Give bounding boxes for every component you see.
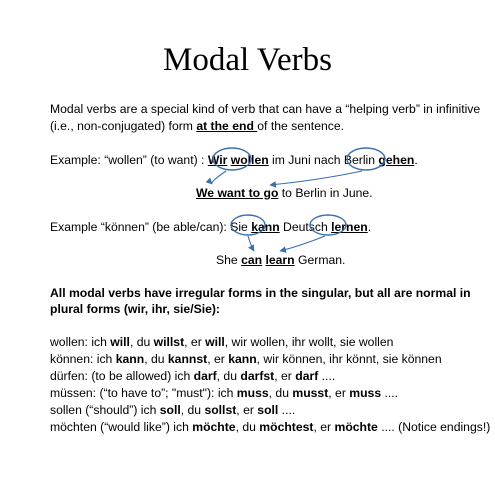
conjugation-text: müssen: (“to have to”; "must"): ich: [50, 386, 237, 400]
conjugated-form: darf: [295, 369, 319, 383]
conjugation-text: können: ich: [50, 352, 116, 366]
translation-rest: German.: [294, 253, 346, 267]
conjugated-form: musst: [292, 386, 329, 400]
translation-rest: to Berlin in June.: [278, 186, 373, 200]
word-want: want: [214, 186, 249, 200]
circle-lernen: [310, 215, 346, 235]
conjugation-text: , du: [268, 386, 293, 400]
conjugation-text: .... (Notice endings!): [377, 420, 491, 434]
conjugation-text: ....: [318, 369, 336, 383]
conjugation-text: ....: [278, 403, 296, 417]
word-gehen: gehen: [378, 153, 415, 167]
word-kann: kann: [251, 220, 280, 234]
conjugation-text: ....: [381, 386, 399, 400]
conjugated-form: möchte: [192, 420, 236, 434]
conjugation-text: , er: [207, 352, 229, 366]
intro-line-1: Modal verbs are a special kind of verb that can have a “helping verb” in infinitive: [50, 102, 481, 116]
word-we: We: [196, 186, 215, 200]
conjugated-form: soll: [159, 403, 181, 417]
conjugated-form: will: [110, 335, 130, 349]
sentence-end: .: [414, 153, 418, 167]
word-can: can: [241, 253, 263, 267]
conjugation-text: , du: [216, 369, 241, 383]
sentence-end: .: [367, 220, 372, 234]
conjugated-form: sollst: [204, 403, 237, 417]
example-1-label: Example: “wollen” (to want) :: [50, 153, 208, 167]
conjugation-text: , du: [144, 352, 168, 366]
conjugation-text: , er: [328, 386, 350, 400]
conjugated-form: muss: [349, 386, 382, 400]
conjugated-form: soll: [257, 403, 279, 417]
word-to-go: to go: [248, 186, 279, 200]
conjugation-text: dürfen: (to be allowed) ich: [50, 369, 194, 383]
rule-line-1: All modal verbs have irregular forms in the singular, but all are normal in: [50, 286, 471, 300]
conjugation-text: , wir können, ihr könnt, sie können: [256, 352, 442, 366]
conjugated-form: willst: [153, 335, 185, 349]
circle-gehen: [347, 148, 385, 170]
conjugation-text: , du: [235, 420, 260, 434]
conjugation-text: , er: [313, 420, 335, 434]
conjugation-text: möchten (“would like”) ich: [50, 420, 193, 434]
conjugated-form: kannst: [167, 352, 208, 366]
arrow-wollen-want: [212, 171, 226, 184]
circle-wollen: [213, 148, 251, 170]
word-wir: Wir: [207, 153, 228, 167]
sentence-middle: Deutsch: [279, 220, 332, 234]
example-2-label: Example “können” (be able/can): Sie: [50, 220, 252, 234]
arrow-kann-can: [248, 236, 254, 251]
conjugated-form: kann: [228, 352, 257, 366]
word-learn: learn: [265, 253, 295, 267]
word-lernen: lernen: [331, 220, 368, 234]
conjugated-form: möchtest: [259, 420, 314, 434]
intro-text: (i.e., non-conjugated) form: [50, 119, 197, 133]
conjugation-text: , er: [274, 369, 296, 383]
word-wollen: wollen: [230, 153, 269, 167]
circle-kann: [231, 215, 265, 235]
conjugated-form: will: [205, 335, 225, 349]
conjugated-form: möchte: [334, 420, 378, 434]
conjugated-form: muss: [236, 386, 269, 400]
intro-text-end: of the sentence.: [257, 119, 345, 133]
conjugated-form: kann: [115, 352, 145, 366]
conjugation-text: , wir wollen, ihr wollt, sie wollen: [224, 335, 394, 349]
conjugation-text: , er: [184, 335, 206, 349]
rule-line-2: plural forms (wir, ihr, sie/Sie):: [50, 302, 220, 316]
conjugation-text: , du: [129, 335, 154, 349]
word-she: She: [216, 253, 242, 267]
page-title: Modal Verbs: [163, 42, 332, 78]
intro-emphasis: at the end: [196, 119, 258, 133]
arrow-gehen-to-go: [270, 171, 362, 185]
arrow-lernen-learn: [280, 236, 325, 251]
conjugation-text: , er: [236, 403, 258, 417]
conjugation-text: wollen: ich: [50, 335, 111, 349]
sentence-middle: im Juni nach Berlin: [268, 153, 379, 167]
conjugation-text: , du: [180, 403, 205, 417]
conjugated-form: darf: [193, 369, 217, 383]
conjugation-text: sollen (“should”) ich: [50, 403, 160, 417]
conjugated-form: darfst: [240, 369, 275, 383]
